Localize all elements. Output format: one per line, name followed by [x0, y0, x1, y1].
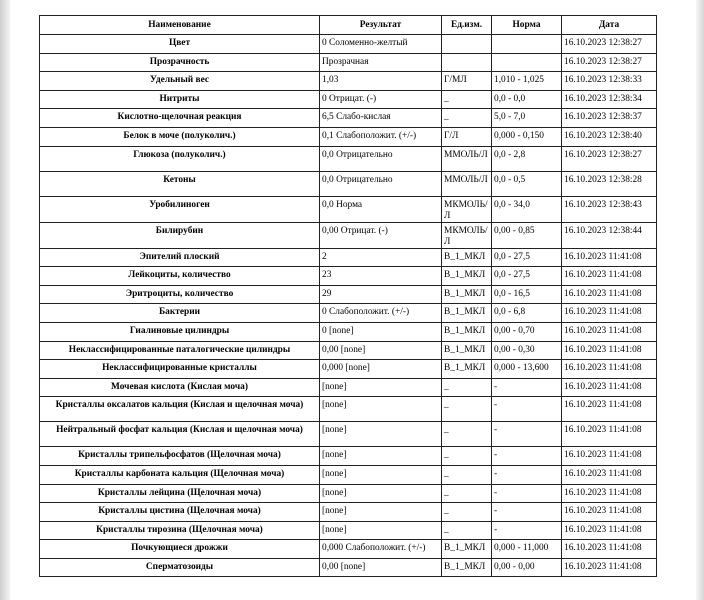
- cell-norm: 0,0 - 16,5: [492, 285, 562, 304]
- cell-date: 16.10.2023 11:41:08: [562, 422, 657, 447]
- cell-date: 16.10.2023 12:38:27: [562, 146, 657, 171]
- table-row: [40, 285, 657, 304]
- table-row: [40, 53, 657, 72]
- cell-date: 16.10.2023 11:41:08: [562, 341, 657, 360]
- cell-result: 0,1 Слабоположит. (+/-): [320, 127, 442, 146]
- cell-name: Глюкоза (полуколич.): [40, 146, 320, 171]
- cell-name: Кристаллы оксалатов кальция (Кислая и щелочная моча): [40, 397, 320, 422]
- cell-result: [none]: [320, 521, 442, 540]
- cell-unit: Г/Л: [442, 127, 492, 146]
- table-row: [40, 503, 657, 522]
- cell-result: [none]: [320, 465, 442, 484]
- cell-unit: ММОЛЬ/Л: [442, 171, 492, 196]
- cell-unit: _: [442, 521, 492, 540]
- cell-name: Кристаллы лейцина (Щелочная моча): [40, 484, 320, 503]
- cell-norm: [492, 53, 562, 72]
- cell-unit: В_1_МКЛ: [442, 267, 492, 286]
- table-row: [40, 171, 657, 196]
- table-row: [40, 322, 657, 341]
- cell-date: 16.10.2023 11:41:08: [562, 558, 657, 577]
- cell-result: 0,000 [none]: [320, 360, 442, 379]
- cell-unit: Г/МЛ: [442, 72, 492, 91]
- cell-name: Неклассифицированные паталогические цилиндры: [40, 341, 320, 360]
- cell-unit: [442, 35, 492, 54]
- table-row: [40, 465, 657, 484]
- cell-date: 16.10.2023 12:38:34: [562, 90, 657, 109]
- table-row: [40, 397, 657, 422]
- cell-unit: _: [442, 484, 492, 503]
- cell-norm: -: [492, 397, 562, 422]
- cell-name: Кетоны: [40, 171, 320, 196]
- cell-name: Мочевая кислота (Кислая моча): [40, 378, 320, 397]
- cell-date: 16.10.2023 11:41:08: [562, 304, 657, 323]
- cell-date: 16.10.2023 11:41:08: [562, 267, 657, 286]
- cell-name: Кристаллы карбоната кальция (Щелочная моча): [40, 465, 320, 484]
- cell-name: Бактерии: [40, 304, 320, 323]
- cell-name: Эритроциты, количество: [40, 285, 320, 304]
- cell-result: 0 [none]: [320, 322, 442, 341]
- cell-date: 16.10.2023 11:41:08: [562, 484, 657, 503]
- cell-result: 29: [320, 285, 442, 304]
- cell-norm: 0,0 - 27,5: [492, 248, 562, 267]
- table-row: [40, 558, 657, 577]
- cell-date: 16.10.2023 11:41:08: [562, 503, 657, 522]
- table-row: [40, 447, 657, 466]
- cell-name: Уробилиноген: [40, 196, 320, 222]
- cell-result: 1,03: [320, 72, 442, 91]
- cell-norm: -: [492, 447, 562, 466]
- cell-unit: _: [442, 90, 492, 109]
- table-row: [40, 127, 657, 146]
- cell-name: Гиалиновые цилиндры: [40, 322, 320, 341]
- cell-unit: В_1_МКЛ: [442, 360, 492, 379]
- cell-unit: В_1_МКЛ: [442, 540, 492, 559]
- header-date: Дата: [562, 16, 657, 35]
- table-row: [40, 72, 657, 91]
- cell-norm: 1,010 - 1,025: [492, 72, 562, 91]
- cell-result: [none]: [320, 484, 442, 503]
- cell-norm: 0,0 - 34,0: [492, 196, 562, 222]
- cell-date: 16.10.2023 11:41:08: [562, 447, 657, 466]
- table-row: [40, 360, 657, 379]
- cell-result: 0,000 Слабоположит. (+/-): [320, 540, 442, 559]
- cell-date: 16.10.2023 12:38:43: [562, 196, 657, 222]
- cell-unit: _: [442, 378, 492, 397]
- cell-result: 0,0 Норма: [320, 196, 442, 222]
- cell-norm: 0,00 - 0,00: [492, 558, 562, 577]
- header-result: Результат: [320, 16, 442, 35]
- cell-norm: 0,00 - 0,85: [492, 222, 562, 248]
- cell-norm: 0,0 - 27,5: [492, 267, 562, 286]
- header-name: Наименование: [40, 16, 320, 35]
- cell-unit: МКМОЛЬ/Л: [442, 222, 492, 248]
- cell-result: 0 Слабоположит. (+/-): [320, 304, 442, 323]
- cell-unit: В_1_МКЛ: [442, 248, 492, 267]
- cell-date: 16.10.2023 11:41:08: [562, 378, 657, 397]
- cell-unit: В_1_МКЛ: [442, 322, 492, 341]
- cell-result: [none]: [320, 503, 442, 522]
- cell-name: Сперматозоиды: [40, 558, 320, 577]
- table-row: [40, 304, 657, 323]
- cell-norm: 0,00 - 0,70: [492, 322, 562, 341]
- cell-unit: В_1_МКЛ: [442, 341, 492, 360]
- cell-result: 2: [320, 248, 442, 267]
- cell-norm: 0,00 - 0,30: [492, 341, 562, 360]
- table-header-row: [40, 16, 657, 35]
- cell-unit: _: [442, 109, 492, 128]
- cell-unit: В_1_МКЛ: [442, 304, 492, 323]
- cell-date: 16.10.2023 11:41:08: [562, 465, 657, 484]
- cell-name: Удельный вес: [40, 72, 320, 91]
- cell-name: Эпителий плоский: [40, 248, 320, 267]
- cell-name: Цвет: [40, 35, 320, 54]
- cell-name: Лейкоциты, количество: [40, 267, 320, 286]
- table-row: [40, 196, 657, 222]
- cell-result: 0,0 Отрицательно: [320, 146, 442, 171]
- cell-result: 0,00 Отрицат. (-): [320, 222, 442, 248]
- cell-unit: МКМОЛЬ/Л: [442, 196, 492, 222]
- cell-date: 16.10.2023 12:38:33: [562, 72, 657, 91]
- cell-name: Нейтральный фосфат кальция (Кислая и щелочная моча): [40, 422, 320, 447]
- table-body: [40, 35, 657, 577]
- cell-norm: 0,000 - 13,600: [492, 360, 562, 379]
- table-row: [40, 378, 657, 397]
- cell-norm: 0,0 - 0,0: [492, 90, 562, 109]
- table-row: [40, 90, 657, 109]
- cell-date: 16.10.2023 11:41:08: [562, 360, 657, 379]
- table-row: [40, 222, 657, 248]
- cell-norm: -: [492, 422, 562, 447]
- cell-date: 16.10.2023 12:38:40: [562, 127, 657, 146]
- cell-result: 23: [320, 267, 442, 286]
- table-row: [40, 484, 657, 503]
- cell-result: 0 Соломенно-желтый: [320, 35, 442, 54]
- cell-norm: 0,0 - 2,8: [492, 146, 562, 171]
- cell-result: 0 Отрицат. (-): [320, 90, 442, 109]
- cell-date: 16.10.2023 12:38:27: [562, 53, 657, 72]
- cell-norm: -: [492, 465, 562, 484]
- cell-unit: ММОЛЬ/Л: [442, 146, 492, 171]
- cell-name: Кислотно-щелочная реакция: [40, 109, 320, 128]
- table-row: [40, 146, 657, 171]
- cell-date: 16.10.2023 11:41:08: [562, 540, 657, 559]
- cell-name: Почкующиеся дрожжи: [40, 540, 320, 559]
- cell-unit: _: [442, 503, 492, 522]
- cell-name: Билирубин: [40, 222, 320, 248]
- table-row: [40, 341, 657, 360]
- cell-norm: -: [492, 521, 562, 540]
- cell-unit: В_1_МКЛ: [442, 558, 492, 577]
- cell-date: 16.10.2023 12:38:28: [562, 171, 657, 196]
- cell-norm: 0,0 - 0,5: [492, 171, 562, 196]
- table-row: [40, 35, 657, 54]
- cell-norm: -: [492, 378, 562, 397]
- cell-norm: 0,000 - 11,000: [492, 540, 562, 559]
- cell-result: 0,00 [none]: [320, 558, 442, 577]
- cell-result: [none]: [320, 397, 442, 422]
- cell-name: Кристаллы цистина (Щелочная моча): [40, 503, 320, 522]
- table-row: [40, 248, 657, 267]
- cell-date: 16.10.2023 11:41:08: [562, 397, 657, 422]
- urinalysis-results-table: [39, 15, 657, 577]
- cell-unit: _: [442, 465, 492, 484]
- cell-result: [none]: [320, 422, 442, 447]
- table-row: [40, 521, 657, 540]
- cell-result: Прозрачная: [320, 53, 442, 72]
- header-norm: Норма: [492, 16, 562, 35]
- cell-name: Кристаллы тирозина (Щелочная моча): [40, 521, 320, 540]
- cell-date: 16.10.2023 11:41:08: [562, 248, 657, 267]
- table-row: [40, 422, 657, 447]
- table-row: [40, 540, 657, 559]
- cell-result: 6,5 Слабо-кислая: [320, 109, 442, 128]
- cell-result: [none]: [320, 447, 442, 466]
- cell-norm: -: [492, 503, 562, 522]
- cell-date: 16.10.2023 11:41:08: [562, 521, 657, 540]
- cell-norm: 5,0 - 7,0: [492, 109, 562, 128]
- cell-date: 16.10.2023 12:38:44: [562, 222, 657, 248]
- cell-unit: [442, 53, 492, 72]
- cell-date: 16.10.2023 12:38:27: [562, 35, 657, 54]
- cell-date: 16.10.2023 11:41:08: [562, 285, 657, 304]
- cell-norm: -: [492, 484, 562, 503]
- cell-name: Прозрачность: [40, 53, 320, 72]
- cell-result: [none]: [320, 378, 442, 397]
- cell-date: 16.10.2023 11:41:08: [562, 322, 657, 341]
- cell-norm: [492, 35, 562, 54]
- header-unit: Ед.изм.: [442, 16, 492, 35]
- cell-name: Неклассифицированные кристаллы: [40, 360, 320, 379]
- cell-date: 16.10.2023 12:38:37: [562, 109, 657, 128]
- cell-result: 0,0 Отрицательно: [320, 171, 442, 196]
- cell-norm: 0,000 - 0,150: [492, 127, 562, 146]
- cell-unit: _: [442, 422, 492, 447]
- table-row: [40, 267, 657, 286]
- cell-unit: В_1_МКЛ: [442, 285, 492, 304]
- page-edge-right: [696, 0, 704, 600]
- table-row: [40, 109, 657, 128]
- cell-norm: 0,0 - 6,8: [492, 304, 562, 323]
- cell-name: Белок в моче (полуколич.): [40, 127, 320, 146]
- cell-unit: _: [442, 447, 492, 466]
- page-edge-left: [0, 0, 10, 600]
- cell-unit: _: [442, 397, 492, 422]
- cell-name: Нитриты: [40, 90, 320, 109]
- cell-name: Кристаллы трипельфосфатов (Щелочная моча): [40, 447, 320, 466]
- cell-result: 0,00 [none]: [320, 341, 442, 360]
